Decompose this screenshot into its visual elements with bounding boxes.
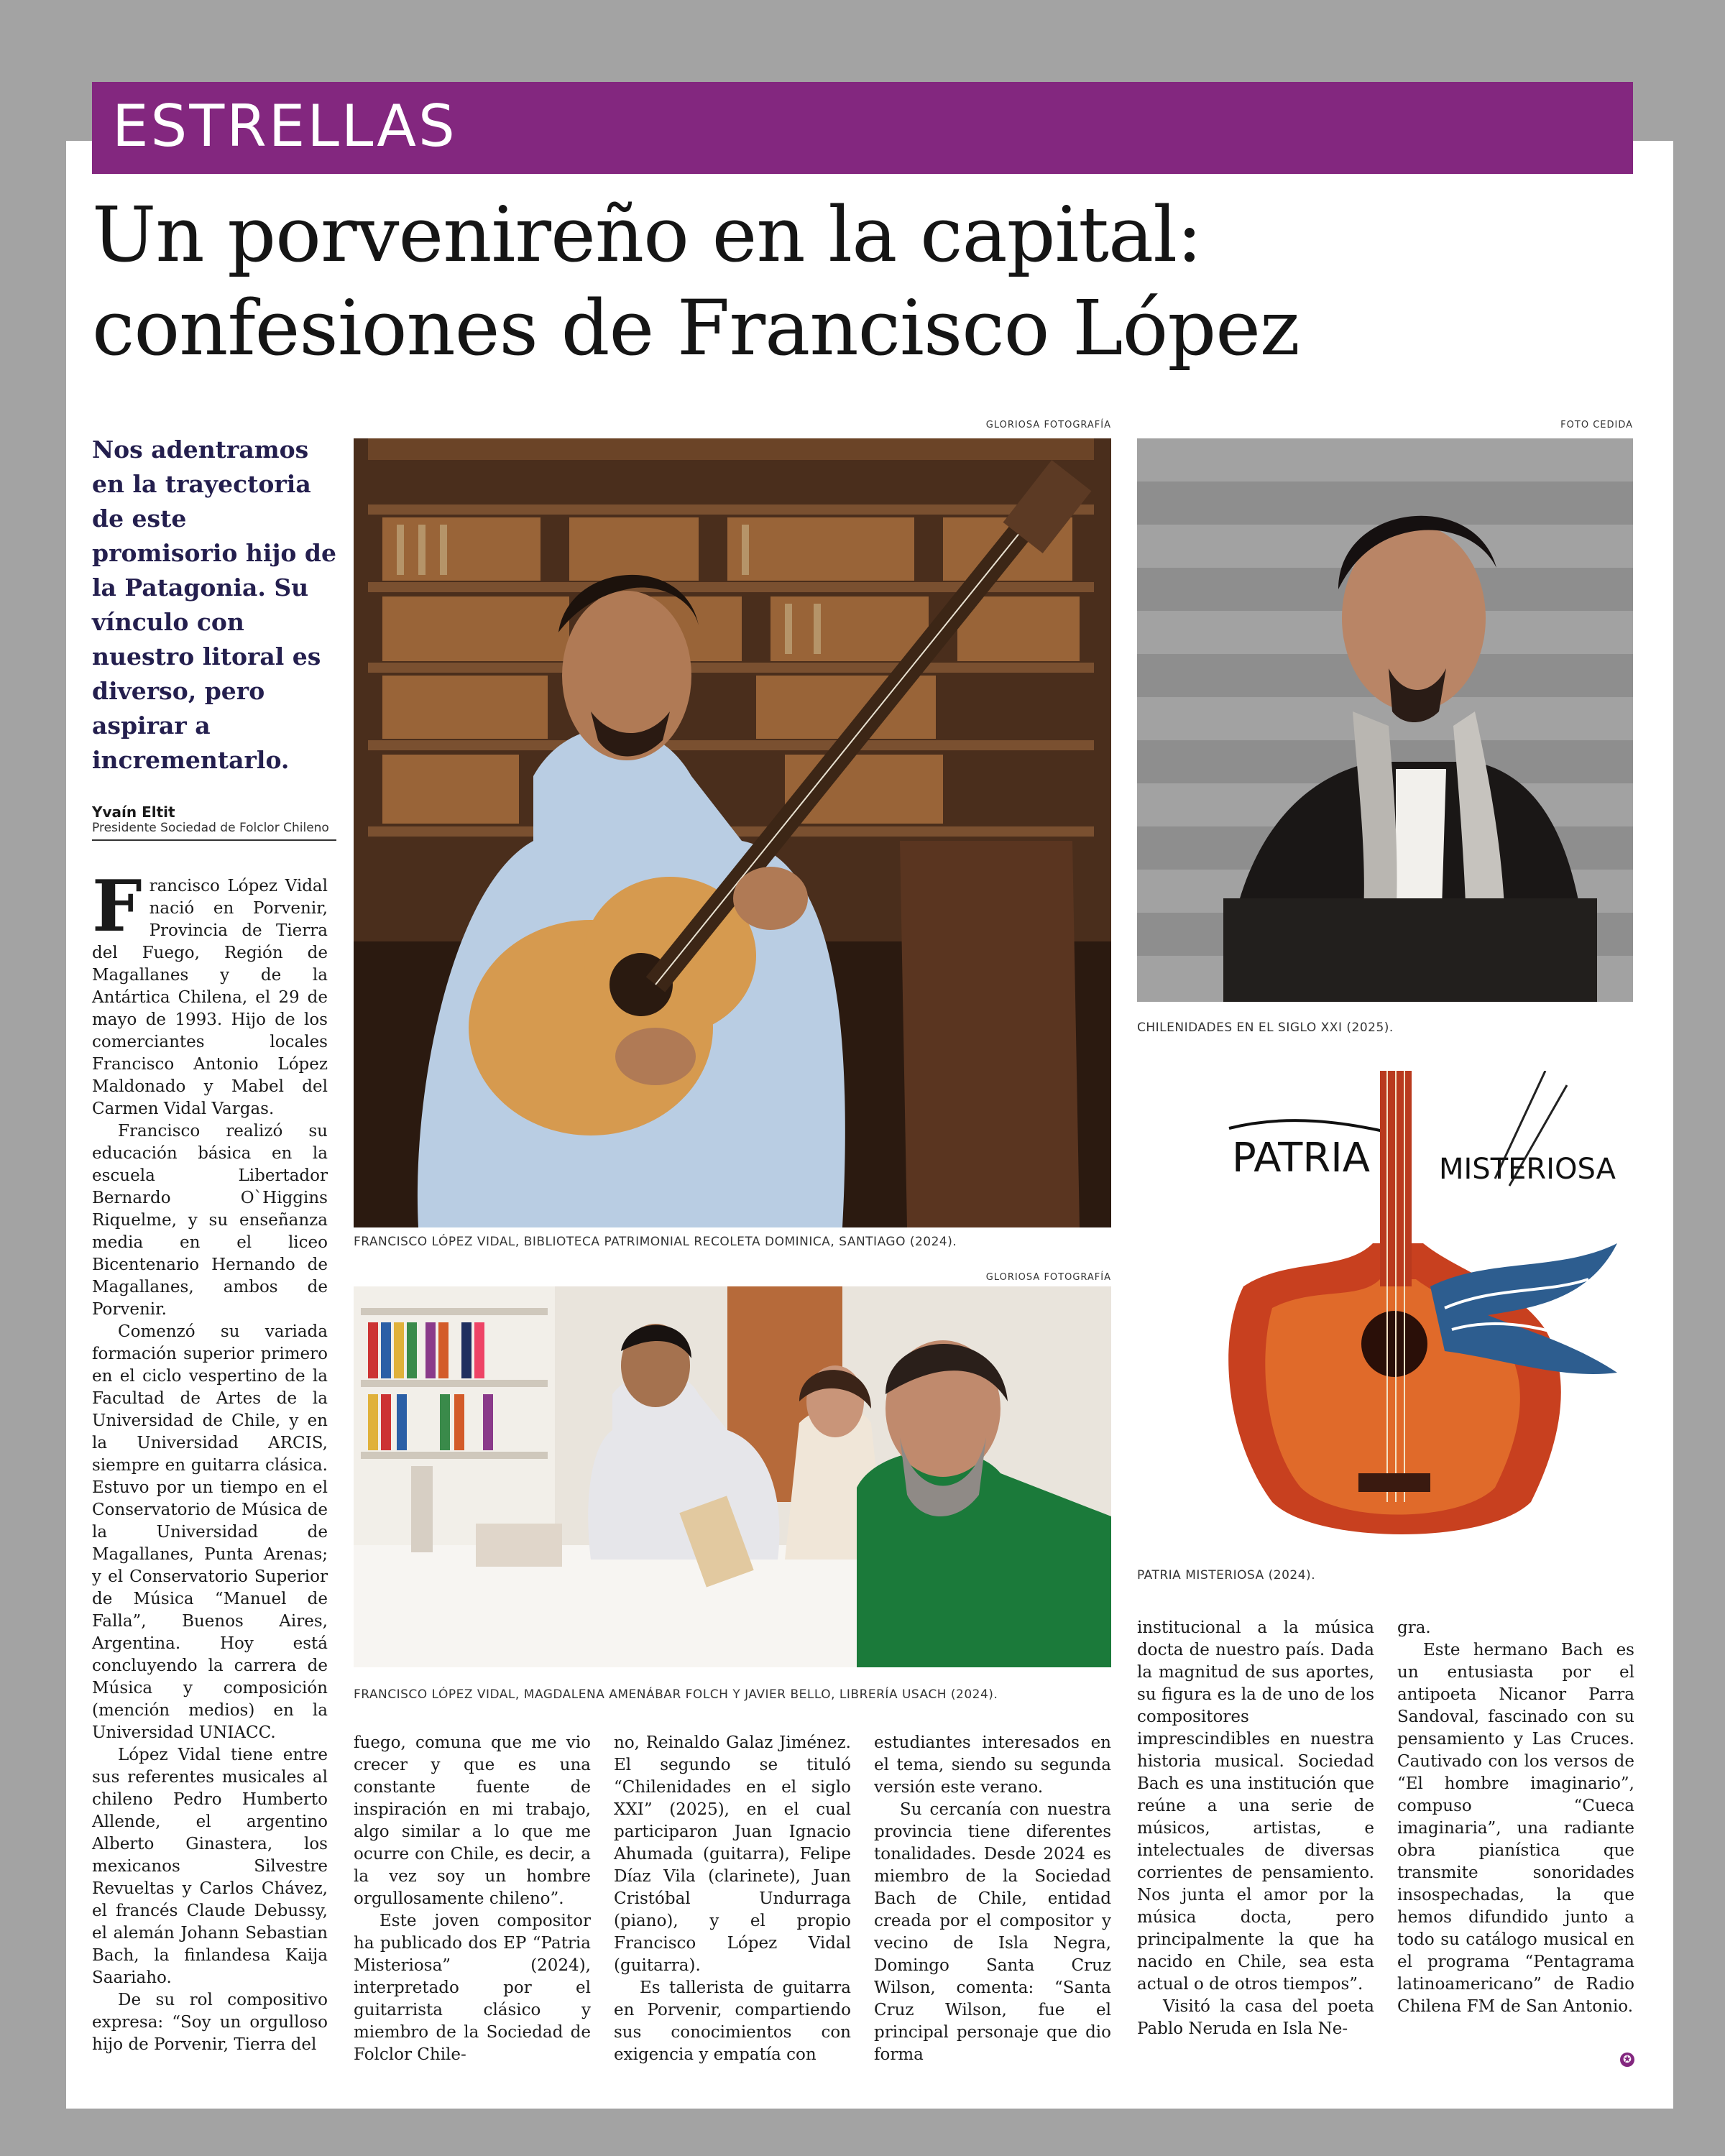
article-column-5 bbox=[1137, 1617, 1374, 2040]
caption-album: PATRIA MISTERIOSA (2024). bbox=[1137, 1568, 1316, 1583]
paragraph-5: De su rol compositivo expresa: “Soy un orgulloso hijo de Porvenir, Tierra del bbox=[92, 1991, 328, 2054]
caption-bookstore: FRANCISCO LÓPEZ VIDAL, MAGDALENA AMENÁBAR FOLCH Y JAVIER BELLO, LIBRERÍA USACH (2024). bbox=[354, 1687, 998, 1702]
paragraph-1 bbox=[92, 865, 328, 1120]
paragraph-13: Visitó la casa del poeta Pablo Neruda en Isla Ne- bbox=[1137, 1997, 1374, 2038]
album-cover-illustration bbox=[1186, 1071, 1633, 1549]
paragraph-8: no, Reinaldo Galaz Jiménez. El segundo se tituló “Chilenidades en el siglo XXI” (2025), en el cual participaron Juan Ignacio Ahumada (guitarra), Felipe Díaz Vila (clarinete), Juan Cristóbal Undurraga (piano), y el propio Francisco López Vidal (guitarra). bbox=[614, 1733, 851, 1975]
photo-credit-portrait: FOTO CEDIDA bbox=[1560, 420, 1633, 430]
headline-line-2: confesiones de Francisco López bbox=[92, 284, 1300, 372]
paragraph-4: López Vidal tiene entre sus referentes musicales al chileno Pedro Humberto Allende, el argentino Alberto Ginastera, los mexicanos Silvestre Revueltas y Carlos Chávez, el francés Claude Debussy, el alemán Johann Sebastian Bach, la finlandesa Kaija Saariaho. bbox=[92, 1746, 328, 1987]
paragraph-11: Su cercanía con nuestra provincia tiene diferentes tonalidades. Desde 2024 es miembro de la Sociedad Bach de Chile, entidad creada por el compositor y vecino de Isla Negra, Domingo Santa Cruz Wilson, comenta: “Santa Cruz Wilson, fue el principal personaje que dio forma bbox=[874, 1800, 1111, 2064]
article-column-6 bbox=[1397, 1617, 1634, 2018]
article-column-2 bbox=[354, 1732, 591, 2066]
paragraph-2: Francisco realizó su educación básica en la escuela Libertador Bernardo O`Higgins Riquelme, y su enseñanza media en el liceo Bicentenario Hernando de Magallanes, ambos de Porvenir. bbox=[92, 1122, 328, 1319]
section-label: ESTRELLAS bbox=[112, 93, 457, 160]
headline-line-1: Un porvenireño en la capital: bbox=[92, 190, 1202, 279]
paragraph-9: Es tallerista de guitarra en Porvenir, compartiendo sus conocimientos con exigencia y empatía con bbox=[614, 1978, 851, 2064]
paragraph-6: fuego, comuna que me vio crecer y que es una constante fuente de inspiración en mi trabajo, algo similar a lo que me ocurre con Chile, es decir, a la vez soy un hombre orgullosamente chileno”. bbox=[354, 1733, 591, 1908]
paragraph-7: Este joven compositor ha publicado dos EP “Patria Misteriosa” (2024), interpretado por el guitarrista clásico y miembro de la Sociedad de Folclor Chile- bbox=[354, 1912, 591, 2064]
headline bbox=[92, 188, 1637, 375]
byline-role: Presidente Sociedad de Folclor Chileno bbox=[92, 821, 336, 841]
lede: Nos adentramos en la trayectoria de este promisorio hijo de la Patagonia. Su vínculo con nuestro litoral es diverso, pero aspirar a incrementarlo. bbox=[92, 436, 336, 774]
paragraph-3: Comenzó su variada formación superior primero en el ciclo vespertino de la Facultad de Artes de la Universidad de Chile, y en la Universidad ARCIS, siempre en guitarra clásica. Estuvo por un tiempo en el Conservatorio de Música de la Universidad de Magallanes, Punta Arenas; y el Conservatorio Superior de Música “Manuel de Falla”, Buenos Aires, Argentina. Hoy está concluyendo la carrera de Música y composición (mención medios) en la Universidad UNIACC. bbox=[92, 1322, 328, 1742]
photo-bookstore-table bbox=[354, 1286, 1111, 1667]
photo-album-cover bbox=[1186, 1071, 1633, 1549]
paragraph-1-text: rancisco López Vidal nació en Porvenir, Provincia de Tierra del Fuego, Región de Magallanes y de la Antártica Chilena, el 29 de mayo de 1993. Hijo de los comerciantes locales Francisco Antonio López Maldonado y Mabel del Carmen Vidal Vargas. bbox=[92, 877, 328, 1118]
caption-portrait: CHILENIDADES EN EL SIGLO XXI (2025). bbox=[1137, 1021, 1394, 1035]
guitarist-library-illustration bbox=[354, 438, 1111, 1227]
portrait-steps-illustration bbox=[1137, 438, 1633, 1002]
paragraph-14: gra. bbox=[1397, 1618, 1431, 1637]
article-column-1 bbox=[92, 865, 328, 2056]
caption-guitar: FRANCISCO LÓPEZ VIDAL, BIBLIOTECA PATRIMONIAL RECOLETA DOMINICA, SANTIAGO (2024). bbox=[354, 1235, 957, 1249]
photo-guitarist-library bbox=[354, 438, 1111, 1227]
byline bbox=[92, 803, 336, 841]
album-cover-word-1: PATRIA bbox=[1232, 1135, 1371, 1181]
paragraph-15: Este hermano Bach es un entusiasta por el antipoeta Nicanor Parra Sandoval, fascinado con su pensamiento y Las Cruces. Cautivado con los versos de “El hombre imaginario”, compuso “Cueca imaginaria”, una radiante obra pianística que transmite sonoridades insospechadas, la que hemos difundido junto a todo su catálogo musical en el programa “Pentagrama latinoamericano” de Radio Chilena FM de San Antonio. bbox=[1397, 1641, 1634, 2016]
photo-portrait-steps bbox=[1137, 438, 1633, 1002]
dropcap: F bbox=[92, 865, 142, 948]
bookstore-table-illustration bbox=[354, 1286, 1111, 1667]
article-end-mark-icon: ✪ bbox=[1620, 2053, 1634, 2067]
byline-name: Yvaín Eltit bbox=[92, 803, 175, 821]
photo-credit-guitar: GLORIOSA FOTOGRAFÍA bbox=[985, 420, 1111, 430]
photo-credit-bookstore: GLORIOSA FOTOGRAFÍA bbox=[985, 1272, 1111, 1283]
article-column-3 bbox=[614, 1732, 851, 2066]
article-column-4 bbox=[874, 1732, 1111, 2066]
paragraph-10: estudiantes interesados en el tema, siendo su segunda versión este verano. bbox=[874, 1733, 1111, 1797]
album-cover-word-2: MISTERIOSA bbox=[1439, 1153, 1616, 1186]
paragraph-12: institucional a la música docta de nuestro país. Dada la magnitud de sus aportes, su figura es la de uno de los compositores imprescindibles en nuestra historia musical. Sociedad Bach es una institución que reúne a una serie de músicos, artistas, e intelectuales de diversas corrientes de pensamiento. Nos junta el amor por la música docta, pero principalmente la que ha nacido en Chile, sea esta actual o de otros tiempos”. bbox=[1137, 1618, 1374, 1994]
